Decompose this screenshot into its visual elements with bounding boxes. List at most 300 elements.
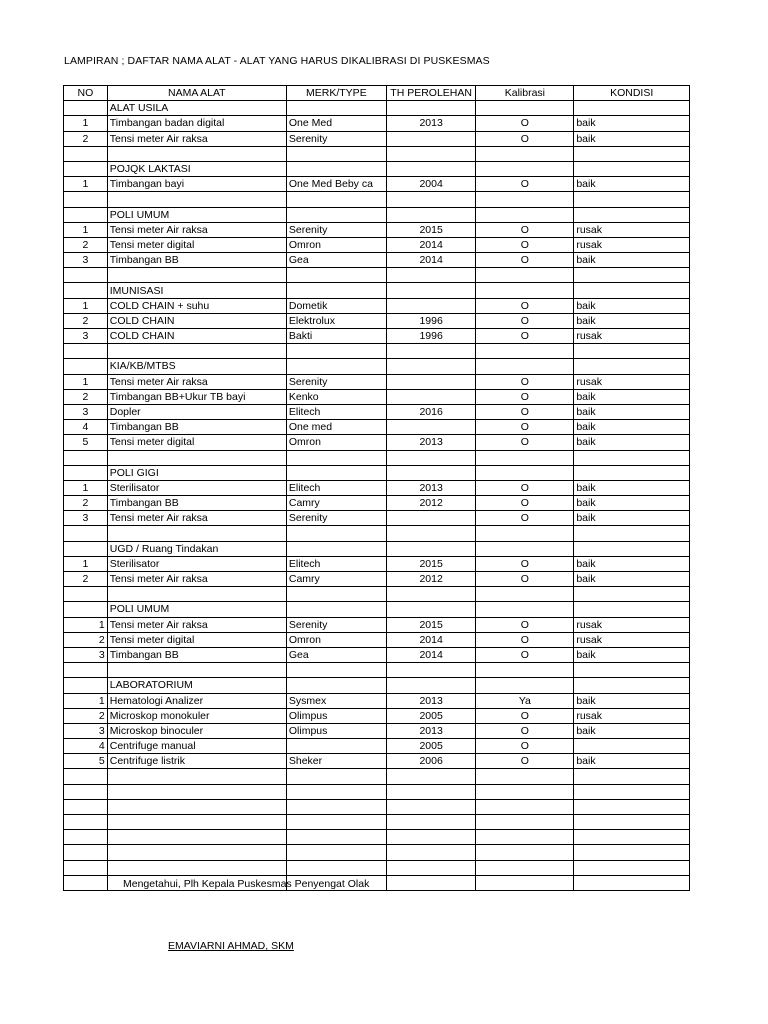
cell-no [64,784,108,799]
section-row [64,465,690,480]
cell-kalibrasi [476,784,574,799]
cell-merk-type [286,602,386,617]
cell-kalibrasi: O [476,389,574,404]
cell-merk-type: Olimpus [286,723,386,738]
equipment-table [63,85,690,891]
cell-no: 2 [64,237,108,252]
cell-kalibrasi [476,450,574,465]
cell-no: 4 [64,420,108,435]
cell-kalibrasi: O [476,739,574,754]
cell-th-perolehan [386,587,476,602]
cell-kondisi [574,784,690,799]
blank-row [64,799,690,814]
cell-th-perolehan [386,192,476,207]
table-row [64,647,690,662]
cell-nama-alat [107,860,286,875]
cell-kalibrasi [476,587,574,602]
cell-no: 1 [64,617,108,632]
cell-no: 3 [64,329,108,344]
cell-kondisi: rusak [574,374,690,389]
header-no: NO [64,86,108,101]
table-row [64,708,690,723]
cell-kondisi [574,146,690,161]
header-nama-alat: NAMA ALAT [107,86,286,101]
header-merk-type: MERK/TYPE [286,86,386,101]
cell-kondisi [574,830,690,845]
table-row [64,511,690,526]
cell-kondisi: baik [574,313,690,328]
cell-no: 2 [64,131,108,146]
signature-name: EMAVIARNI AHMAD, SKM [168,940,294,952]
cell-kalibrasi: O [476,237,574,252]
cell-th-perolehan [386,784,476,799]
cell-nama-alat: COLD CHAIN [107,313,286,328]
blank-row [64,769,690,784]
cell-merk-type [286,587,386,602]
cell-th-perolehan: 2012 [386,496,476,511]
cell-nama-alat: Tensi meter Air raksa [107,222,286,237]
cell-merk-type [286,830,386,845]
cell-nama-alat [107,815,286,830]
cell-merk-type [286,860,386,875]
cell-kondisi: rusak [574,632,690,647]
cell-merk-type [286,465,386,480]
cell-kondisi [574,526,690,541]
cell-no: 3 [64,647,108,662]
cell-merk-type: Sysmex [286,693,386,708]
cell-no [64,541,108,556]
cell-nama-alat: Tensi meter Air raksa [107,617,286,632]
cell-th-perolehan [386,389,476,404]
cell-kalibrasi: O [476,374,574,389]
cell-no [64,161,108,176]
cell-th-perolehan: 2014 [386,632,476,647]
cell-merk-type [286,207,386,222]
cell-kalibrasi [476,192,574,207]
cell-kondisi [574,207,690,222]
cell-merk-type [286,101,386,116]
blank-row [64,845,690,860]
cell-merk-type [286,526,386,541]
table-row [64,496,690,511]
cell-no [64,602,108,617]
cell-kondisi: baik [574,435,690,450]
cell-no [64,678,108,693]
cell-kondisi [574,815,690,830]
table-row [64,177,690,192]
cell-no: 2 [64,389,108,404]
table-row [64,632,690,647]
cell-no: 3 [64,723,108,738]
cell-no: 5 [64,435,108,450]
cell-th-perolehan: 2015 [386,556,476,571]
cell-nama-alat: Tensi meter Air raksa [107,572,286,587]
cell-th-perolehan [386,359,476,374]
section-row [64,161,690,176]
cell-kondisi: baik [574,116,690,131]
cell-merk-type [286,146,386,161]
cell-merk-type [286,161,386,176]
cell-nama-alat: Timbangan BB [107,496,286,511]
section-row [64,602,690,617]
table-row [64,313,690,328]
cell-th-perolehan [386,830,476,845]
cell-merk-type: Sheker [286,754,386,769]
blank-row [64,663,690,678]
cell-merk-type [286,845,386,860]
table-row [64,131,690,146]
cell-th-perolehan [386,541,476,556]
cell-kalibrasi [476,283,574,298]
cell-nama-alat: Timbangan BB [107,647,286,662]
cell-nama-alat [107,192,286,207]
cell-no [64,101,108,116]
cell-merk-type [286,344,386,359]
cell-no [64,268,108,283]
cell-merk-type [286,359,386,374]
cell-th-perolehan: 2006 [386,754,476,769]
cell-nama-alat: Tensi meter digital [107,237,286,252]
cell-kalibrasi [476,602,574,617]
cell-th-perolehan: 2013 [386,116,476,131]
cell-nama-alat: Tensi meter Air raksa [107,374,286,389]
table-row [64,435,690,450]
cell-merk-type [286,283,386,298]
cell-kalibrasi: O [476,222,574,237]
cell-no [64,344,108,359]
cell-kondisi: baik [574,420,690,435]
cell-kalibrasi: O [476,723,574,738]
cell-kalibrasi [476,101,574,116]
cell-kondisi: rusak [574,222,690,237]
cell-th-perolehan [386,283,476,298]
cell-th-perolehan [386,101,476,116]
cell-no [64,465,108,480]
header-th-perolehan: TH PEROLEHAN [386,86,476,101]
cell-no: 3 [64,404,108,419]
cell-th-perolehan [386,678,476,693]
cell-kondisi: baik [574,177,690,192]
table-row [64,298,690,313]
cell-no [64,799,108,814]
cell-merk-type: Omron [286,435,386,450]
cell-no: 2 [64,496,108,511]
cell-th-perolehan: 2014 [386,237,476,252]
cell-no: 1 [64,693,108,708]
cell-nama-alat: KIA/KB/MTBS [107,359,286,374]
cell-kalibrasi [476,465,574,480]
cell-kondisi: baik [574,754,690,769]
cell-kondisi [574,860,690,875]
cell-th-perolehan [386,131,476,146]
table-row [64,572,690,587]
cell-no [64,875,108,890]
blank-row [64,815,690,830]
cell-no: 4 [64,739,108,754]
table-row [64,723,690,738]
cell-kondisi [574,161,690,176]
cell-kondisi: rusak [574,237,690,252]
cell-kondisi: baik [574,404,690,419]
cell-kondisi [574,739,690,754]
cell-kalibrasi: O [476,116,574,131]
blank-row [64,268,690,283]
cell-no [64,587,108,602]
cell-nama-alat: Centrifuge manual [107,739,286,754]
cell-th-perolehan [386,663,476,678]
cell-merk-type [286,663,386,678]
cell-merk-type: One Med Beby ca [286,177,386,192]
cell-th-perolehan: 2005 [386,708,476,723]
blank-row [64,450,690,465]
cell-merk-type [286,769,386,784]
header-kalibrasi: Kalibrasi [476,86,574,101]
table-header-row [64,86,690,101]
cell-kondisi [574,845,690,860]
cell-nama-alat: POLI UMUM [107,207,286,222]
cell-nama-alat: POJQK LAKTASI [107,161,286,176]
cell-th-perolehan [386,845,476,860]
cell-merk-type [286,450,386,465]
cell-kalibrasi [476,344,574,359]
cell-merk-type: Omron [286,632,386,647]
cell-th-perolehan [386,298,476,313]
section-row [64,101,690,116]
cell-no [64,450,108,465]
cell-nama-alat: POLI GIGI [107,465,286,480]
cell-merk-type [286,739,386,754]
document-title: LAMPIRAN ; DAFTAR NAMA ALAT - ALAT YANG HARUS DIKALIBRASI DI PUSKESMAS [64,55,490,67]
cell-th-perolehan [386,602,476,617]
cell-merk-type: Gea [286,647,386,662]
cell-merk-type [286,541,386,556]
cell-nama-alat: Tensi meter Air raksa [107,511,286,526]
cell-merk-type: Olimpus [286,708,386,723]
cell-kalibrasi [476,359,574,374]
cell-nama-alat [107,799,286,814]
section-row [64,283,690,298]
cell-no: 1 [64,556,108,571]
table-row [64,389,690,404]
cell-kondisi: baik [574,298,690,313]
cell-kalibrasi [476,830,574,845]
cell-kalibrasi: O [476,754,574,769]
table-row [64,237,690,252]
cell-th-perolehan: 2016 [386,404,476,419]
table-row [64,253,690,268]
cell-kalibrasi [476,678,574,693]
cell-th-perolehan [386,161,476,176]
cell-kondisi [574,587,690,602]
cell-merk-type: One Med [286,116,386,131]
cell-nama-alat: LABORATORIUM [107,678,286,693]
cell-th-perolehan: 1996 [386,329,476,344]
cell-nama-alat: Tensi meter digital [107,632,286,647]
cell-merk-type: Camry [286,496,386,511]
cell-kalibrasi [476,526,574,541]
cell-kondisi [574,769,690,784]
cell-kalibrasi: O [476,329,574,344]
cell-merk-type: Camry [286,572,386,587]
cell-nama-alat: ALAT USILA [107,101,286,116]
cell-th-perolehan: 2004 [386,177,476,192]
cell-kalibrasi: O [476,572,574,587]
cell-kondisi: baik [574,511,690,526]
cell-kalibrasi [476,860,574,875]
cell-nama-alat: IMUNISASI [107,283,286,298]
table-row [64,617,690,632]
table-row [64,754,690,769]
cell-nama-alat [107,830,286,845]
cell-merk-type: Serenity [286,222,386,237]
cell-kondisi [574,799,690,814]
cell-no [64,207,108,222]
cell-th-perolehan [386,860,476,875]
cell-kalibrasi [476,875,574,890]
cell-nama-alat [107,450,286,465]
cell-nama-alat: Sterilisator [107,480,286,495]
cell-kalibrasi: O [476,420,574,435]
cell-kalibrasi: O [476,511,574,526]
cell-nama-alat: Timbangan badan digital [107,116,286,131]
cell-nama-alat: Timbangan bayi [107,177,286,192]
cell-merk-type: Serenity [286,511,386,526]
cell-th-perolehan [386,207,476,222]
cell-kalibrasi: O [476,496,574,511]
cell-merk-type [286,784,386,799]
cell-kalibrasi: O [476,556,574,571]
cell-nama-alat: Microskop binoculer [107,723,286,738]
cell-no: 1 [64,116,108,131]
cell-kondisi: baik [574,693,690,708]
cell-th-perolehan: 2014 [386,647,476,662]
cell-no: 5 [64,754,108,769]
cell-kalibrasi [476,146,574,161]
table-row [64,693,690,708]
cell-merk-type: Omron [286,237,386,252]
cell-kalibrasi [476,268,574,283]
cell-merk-type: Serenity [286,374,386,389]
cell-kondisi [574,541,690,556]
cell-kalibrasi: O [476,617,574,632]
cell-merk-type: Elitech [286,556,386,571]
cell-nama-alat: UGD / Ruang Tindakan [107,541,286,556]
cell-nama-alat [107,344,286,359]
cell-kondisi: baik [574,496,690,511]
cell-nama-alat: COLD CHAIN [107,329,286,344]
cell-kalibrasi [476,799,574,814]
table-row [64,480,690,495]
cell-kalibrasi [476,769,574,784]
cell-kondisi [574,344,690,359]
cell-kondisi: baik [574,131,690,146]
blank-row [64,860,690,875]
cell-th-perolehan: 2013 [386,435,476,450]
cell-no [64,860,108,875]
cell-kondisi: baik [574,389,690,404]
table-row [64,556,690,571]
cell-no: 2 [64,572,108,587]
section-row [64,207,690,222]
table-row [64,116,690,131]
cell-no [64,192,108,207]
cell-no [64,526,108,541]
cell-th-perolehan: 2013 [386,480,476,495]
cell-kondisi: baik [574,647,690,662]
cell-th-perolehan: 2013 [386,723,476,738]
cell-kondisi: baik [574,480,690,495]
cell-nama-alat: Timbangan BB [107,253,286,268]
cell-no: 2 [64,632,108,647]
cell-no: 3 [64,511,108,526]
cell-kondisi [574,268,690,283]
cell-kalibrasi: O [476,177,574,192]
cell-nama-alat: Hematologi Analizer [107,693,286,708]
table-row [64,222,690,237]
cell-th-perolehan [386,374,476,389]
cell-nama-alat [107,784,286,799]
cell-kondisi [574,359,690,374]
cell-th-perolehan: 2013 [386,693,476,708]
cell-nama-alat: Centrifuge listrik [107,754,286,769]
cell-merk-type: Dometik [286,298,386,313]
cell-kalibrasi: O [476,404,574,419]
cell-nama-alat [107,587,286,602]
table-row [64,329,690,344]
cell-no [64,283,108,298]
cell-kalibrasi [476,207,574,222]
cell-kalibrasi: O [476,313,574,328]
cell-kondisi [574,101,690,116]
table-row [64,404,690,419]
cell-kalibrasi: Ya [476,693,574,708]
cell-kalibrasi [476,161,574,176]
cell-no: 1 [64,298,108,313]
cell-th-perolehan: 2015 [386,222,476,237]
table-row [64,739,690,754]
cell-kondisi [574,450,690,465]
cell-nama-alat: POLI UMUM [107,602,286,617]
table-row [64,420,690,435]
cell-kondisi [574,678,690,693]
cell-nama-alat: Timbangan BB [107,420,286,435]
cell-kondisi: rusak [574,617,690,632]
section-row [64,541,690,556]
cell-th-perolehan [386,344,476,359]
cell-kalibrasi: O [476,647,574,662]
cell-no: 1 [64,222,108,237]
cell-kalibrasi: O [476,253,574,268]
cell-nama-alat [107,268,286,283]
section-row [64,678,690,693]
cell-kalibrasi: O [476,632,574,647]
cell-kondisi: baik [574,556,690,571]
cell-th-perolehan [386,450,476,465]
cell-kondisi [574,192,690,207]
cell-merk-type: Serenity [286,617,386,632]
cell-merk-type [286,815,386,830]
cell-merk-type: One med [286,420,386,435]
cell-no: 1 [64,177,108,192]
cell-th-perolehan [386,875,476,890]
cell-th-perolehan: 1996 [386,313,476,328]
cell-kalibrasi [476,845,574,860]
cell-nama-alat [107,769,286,784]
cell-no [64,830,108,845]
cell-kalibrasi: O [476,131,574,146]
cell-kalibrasi: O [476,435,574,450]
cell-th-perolehan: 2012 [386,572,476,587]
